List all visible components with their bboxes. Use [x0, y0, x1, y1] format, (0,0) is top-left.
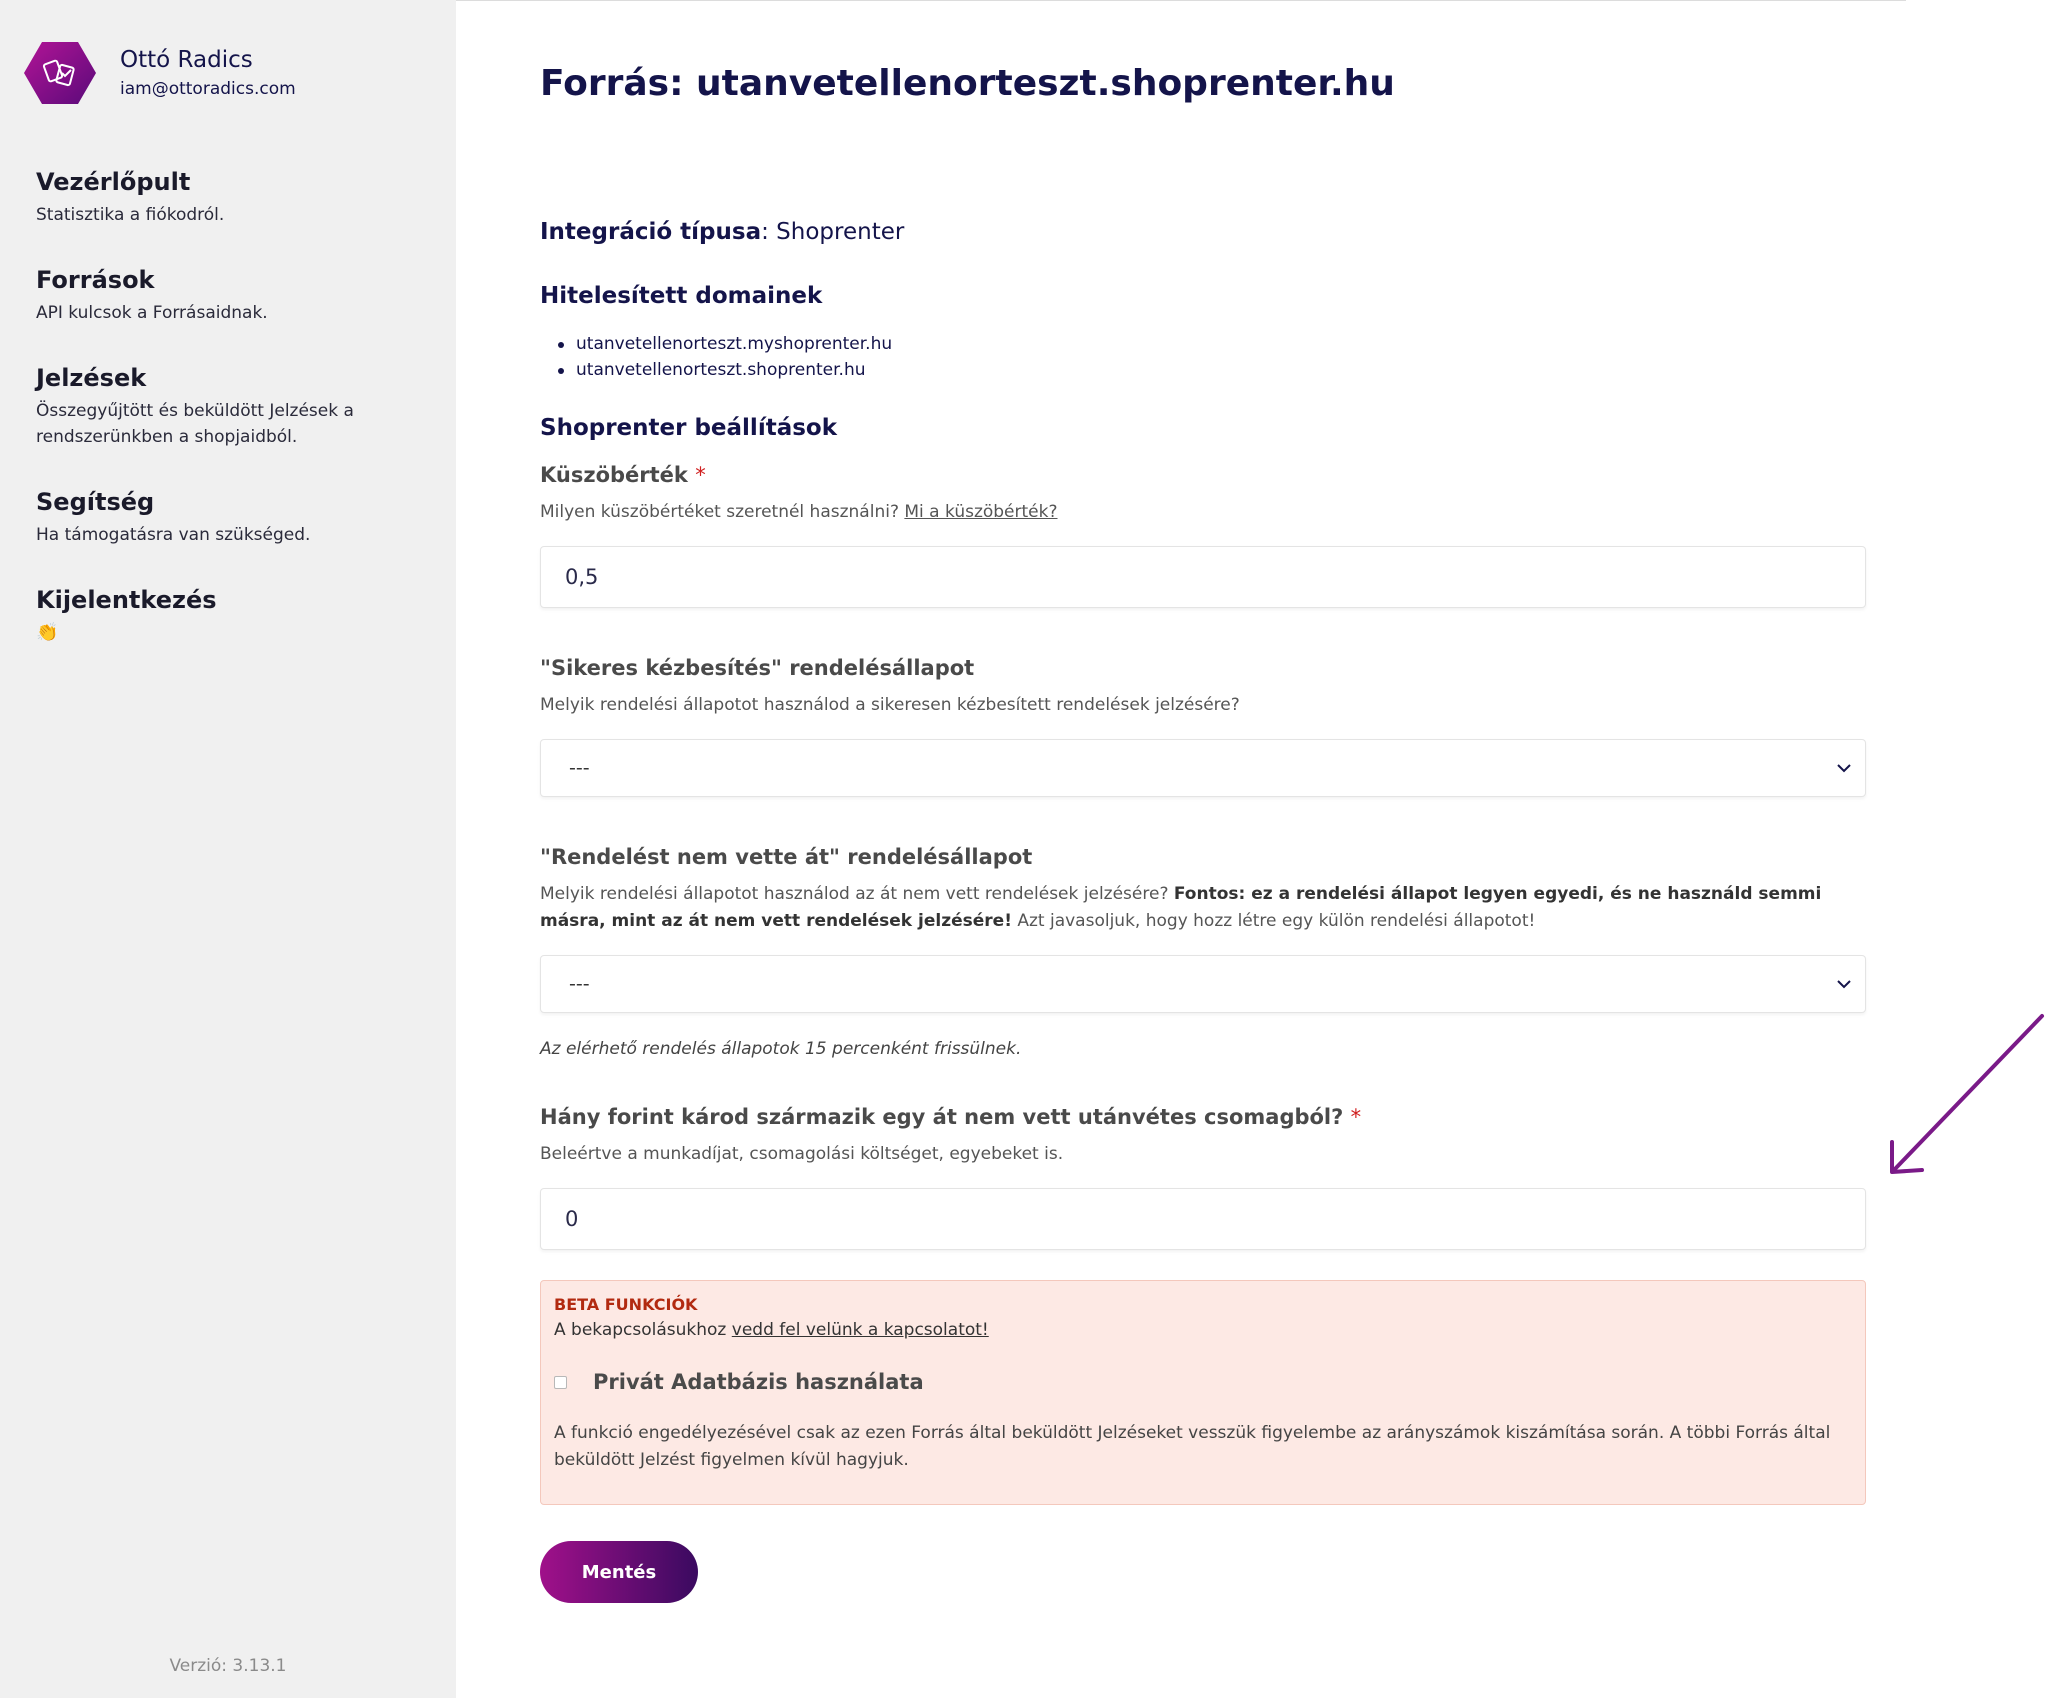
version-label: Verzió: 3.13.1 — [169, 1656, 287, 1676]
nav-item-title: Kijelentkezés — [36, 586, 217, 614]
list-item: utanvetellenorteszt.myshoprenter.hu — [558, 331, 1866, 357]
not-picked-help-bold: Fontos: ez a rendelési állapot legyen egyedi, és ne használd semmi másra, mint az át nem vett rendelések jelzésére! — [540, 884, 1822, 931]
page-title: Forrás: utanvetellenorteszt.shoprenter.hu — [540, 63, 1395, 104]
not-picked-help-start: Melyik rendelési állapotot használod az át nem vett rendelések jelzésére? — [540, 884, 1174, 904]
nav-item-signals[interactable] — [36, 364, 436, 450]
cost-label-text: Hány forint károd származik egy át nem vett utánvétes csomagból? — [540, 1105, 1344, 1129]
cost-label — [540, 1105, 1866, 1129]
status-refresh-note: Az elérhető rendelés állapotok 15 percenként frissülnek. — [540, 1039, 1022, 1059]
sidebar-nav — [36, 168, 436, 684]
nav-item-title: Jelzések — [36, 364, 147, 392]
annotation-arrow-icon — [1880, 1010, 2048, 1178]
save-button[interactable]: Mentés — [540, 1541, 698, 1603]
not-picked-status-label: "Rendelést nem vette át" rendelésállapot — [540, 845, 1033, 869]
threshold-help-link[interactable]: Mi a küszöbérték? — [904, 502, 1058, 522]
cost-field — [540, 1105, 1866, 1250]
required-marker: * — [1350, 1105, 1362, 1129]
not-picked-status-value: --- — [569, 973, 590, 995]
delivered-status-value: --- — [569, 757, 590, 779]
threshold-label-text: Küszöbérték — [540, 463, 688, 487]
beta-features-box — [540, 1280, 1866, 1505]
source-form — [540, 219, 1866, 1603]
list-item: utanvetellenorteszt.shoprenter.hu — [558, 357, 1866, 383]
nav-item-title: Vezérlőpult — [36, 168, 191, 196]
threshold-help — [540, 499, 1866, 526]
chevron-down-icon — [1835, 975, 1853, 993]
not-picked-status-select[interactable] — [540, 955, 1866, 1013]
nav-item-title: Források — [36, 266, 155, 294]
nav-item-dashboard[interactable] — [36, 168, 436, 228]
nav-item-title: Segítség — [36, 488, 155, 516]
beta-text — [554, 1320, 1851, 1340]
not-picked-status-field — [540, 845, 1866, 1013]
threshold-help-text: Milyen küszöbértéket szeretnél használni? — [540, 502, 905, 522]
verified-domains-title: Hitelesített domainek — [540, 283, 823, 309]
user-email: iam@ottoradics.com — [120, 79, 296, 99]
threshold-label — [540, 463, 1866, 487]
nav-item-help[interactable] — [36, 488, 436, 548]
delivered-status-help: Melyik rendelési állapotot használod a sikeresen kézbesített rendelések jelzésére? — [540, 695, 1240, 715]
not-picked-status-help — [540, 881, 1866, 935]
integration-type — [540, 219, 1866, 245]
required-marker: * — [695, 463, 706, 487]
cost-help: Beleértve a munkadíjat, csomagolási költséget, egyebeket is. — [540, 1144, 1064, 1164]
integration-type-label: Integráció típusa — [540, 219, 762, 245]
nav-item-subtitle: Statisztika a fiókodról. — [36, 205, 225, 225]
nav-item-logout[interactable] — [36, 586, 436, 646]
threshold-field — [540, 463, 1866, 608]
main-content — [456, 0, 1906, 1698]
beta-text-start: A bekapcsolásukhoz — [554, 1320, 732, 1340]
avatar[interactable] — [24, 40, 96, 106]
integration-type-separator: : — [761, 219, 777, 245]
beta-title: BETA FUNKCIÓK — [554, 1295, 698, 1314]
threshold-input[interactable]: 0,5 — [540, 546, 1866, 608]
clapping-hands-icon: 👏 — [36, 622, 59, 643]
nav-item-subtitle: Összegyűjtött és beküldött Jelzések a rendszerünkben a shopjaidból. — [36, 401, 354, 447]
delivered-status-field — [540, 656, 1866, 797]
nav-item-subtitle: API kulcsok a Forrásaidnak. — [36, 303, 268, 323]
user-profile — [24, 40, 296, 106]
private-db-option — [554, 1370, 1851, 1394]
not-picked-help-end: Azt javasoljuk, hogy hozz létre egy külön rendelési állapotot! — [1011, 911, 1536, 931]
private-db-description: A funkció engedélyezésével csak az ezen Forrás által beküldött Jelzéseket vesszük figyelembe az arányszámok kiszámítása során. A többi Forrás által beküldött Jelzést figyelmen kívül hagyjuk. — [554, 1423, 1831, 1470]
chevron-down-icon — [1835, 759, 1853, 777]
verified-domains-list — [558, 331, 1866, 383]
user-name: Ottó Radics — [120, 47, 253, 73]
private-db-checkbox[interactable] — [554, 1376, 567, 1389]
nav-item-subtitle: Ha támogatásra van szükséged. — [36, 525, 311, 545]
nav-item-sources[interactable] — [36, 266, 436, 326]
delivered-status-label: "Sikeres kézbesítés" rendelésállapot — [540, 656, 975, 680]
settings-section-title: Shoprenter beállítások — [540, 415, 838, 441]
cost-input[interactable]: 0 — [540, 1188, 1866, 1250]
integration-type-value: Shoprenter — [776, 219, 905, 245]
sidebar — [0, 0, 456, 1698]
contact-link[interactable]: vedd fel velünk a kapcsolatot! — [731, 1320, 989, 1340]
private-db-label[interactable]: Privát Adatbázis használata — [593, 1370, 924, 1394]
delivered-status-select[interactable] — [540, 739, 1866, 797]
